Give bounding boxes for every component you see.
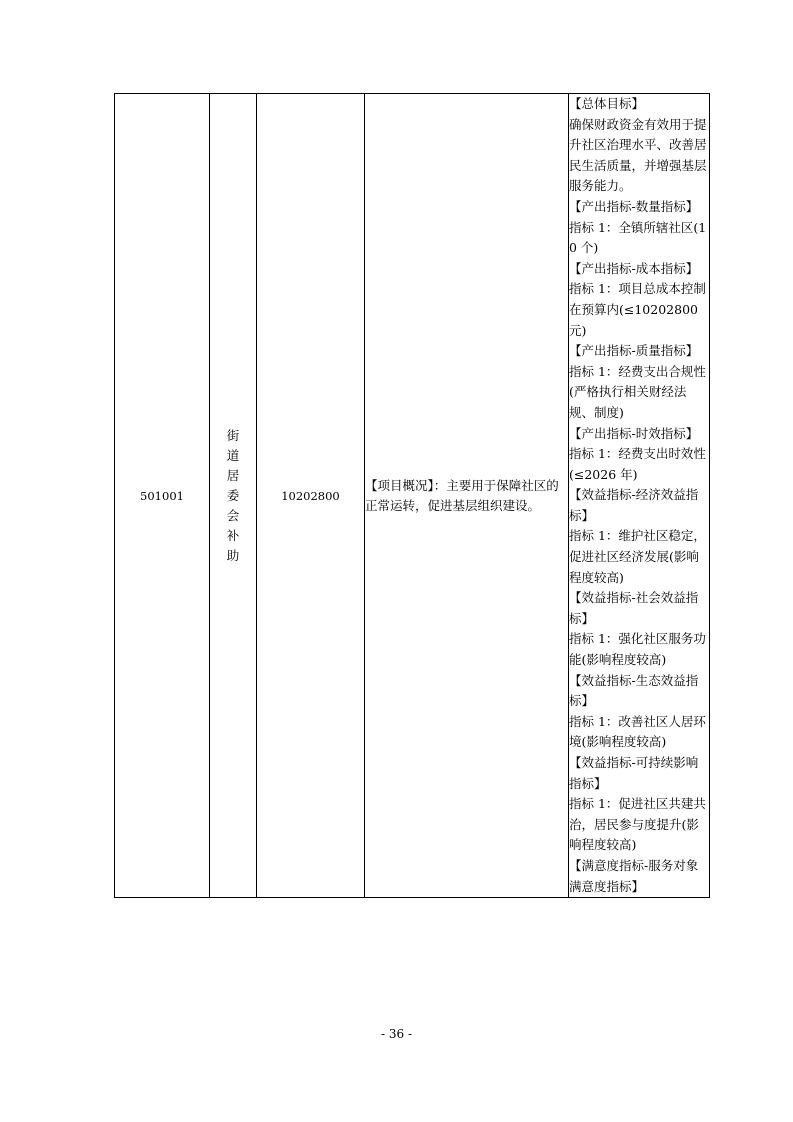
indicator-line: 指标 1：维护社区稳定，促进社区经济发展(影响程度较高) bbox=[569, 528, 706, 585]
indicator-line: 【总体目标】 bbox=[569, 96, 645, 111]
indicator-line: 【效益指标-经济效益指标】 bbox=[569, 487, 699, 523]
indicator-line: 【产出指标-成本指标】 bbox=[569, 260, 699, 276]
indicator-line: 【满意度指标-服务对象满意度指标】 bbox=[569, 857, 699, 894]
indicator-line: 【效益指标-社会效益指标】 bbox=[569, 590, 699, 626]
indicator-line: 指标 1：项目总成本控制在预算内(≤10202800 元) bbox=[569, 281, 706, 338]
indicator-line: 指标 1：全镇所辖社区(10 个) bbox=[569, 219, 707, 256]
project-name-char: 补 bbox=[226, 527, 240, 543]
indicator-line: 【效益指标-可持续影响指标】 bbox=[569, 755, 699, 791]
budget-performance-table bbox=[114, 93, 710, 898]
indicator-line: 【产出指标-数量指标】 bbox=[569, 198, 699, 214]
cell-performance-indicators bbox=[569, 94, 710, 898]
indicator-line: 【效益指标-生态效益指标】 bbox=[569, 672, 699, 709]
project-name-char: 委 bbox=[226, 487, 240, 503]
indicator-line: 指标 1：促进社区共建共治，居民参与度提升(影响程度较高) bbox=[569, 796, 706, 853]
table-row bbox=[115, 94, 710, 898]
project-name-vertical bbox=[210, 426, 256, 566]
indicator-line: 指标 1：强化社区服务功能(影响程度较高) bbox=[569, 631, 706, 668]
project-name-char: 助 bbox=[226, 547, 240, 563]
indicator-line: 指标 1：改善社区人居环境(影响程度较高) bbox=[569, 713, 706, 750]
project-name-char: 会 bbox=[226, 507, 240, 523]
indicator-line: 指标 1：经费支出时效性(≤2026 年) bbox=[569, 446, 706, 482]
cell-project-description: 【项目概况】：主要用于保障社区的正常运转，促进基层组织建设。 bbox=[365, 94, 569, 898]
indicator-line: 确保财政资金有效用于提升社区治理水平、改善居民生活质量，并增强基层服务能力。 bbox=[569, 116, 707, 194]
project-name-char: 街 bbox=[226, 427, 240, 443]
indicator-line: 【产出指标-时效指标】 bbox=[569, 425, 699, 441]
indicator-line: 【产出指标-质量指标】 bbox=[569, 343, 699, 359]
budget-table-container bbox=[114, 93, 708, 898]
project-name-char: 居 bbox=[226, 467, 240, 483]
page-number: - 36 - bbox=[380, 1027, 412, 1041]
cell-budget-amount: 10202800 bbox=[257, 94, 365, 898]
indicator-line: 指标 1：经费支出合规性(严格执行相关财经法规、制度) bbox=[569, 363, 706, 420]
cell-project-name bbox=[210, 94, 257, 898]
project-name-char: 道 bbox=[226, 447, 240, 463]
cell-project-code: 501001 bbox=[115, 94, 210, 898]
